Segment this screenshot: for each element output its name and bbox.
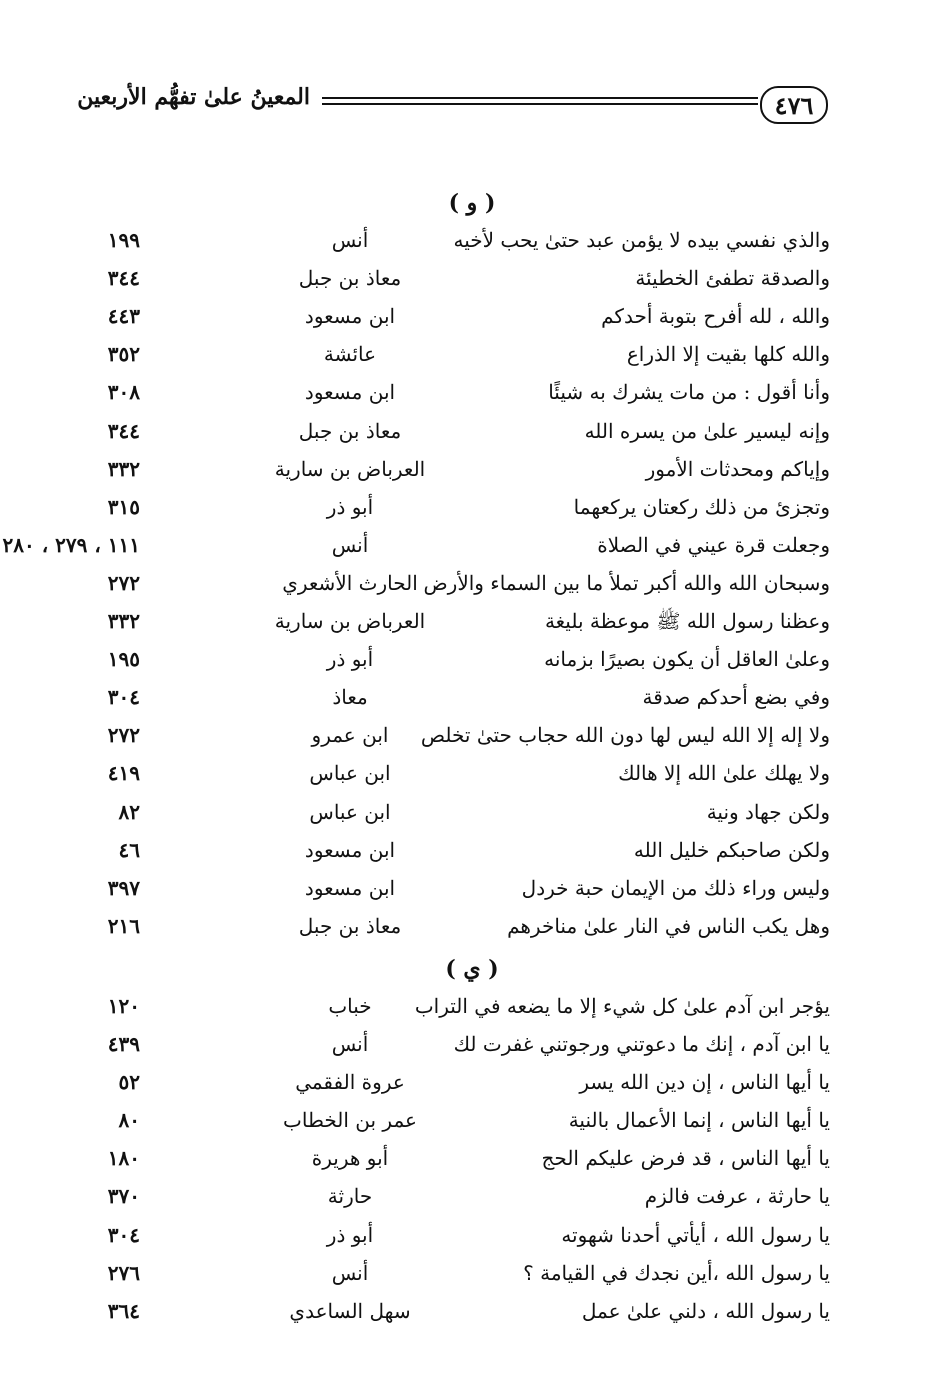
- narrator-name: ابن عباس: [309, 799, 391, 824]
- hadith-text: يؤجر ابن آدم علىٰ كل شيء إلا ما يضعه في التراب: [414, 993, 830, 1018]
- index-row: [0, 224, 944, 262]
- hadith-text: وأنا أقول : من مات يشرك به شيئًا: [548, 380, 830, 405]
- narrator-name: معاذ بن جبل: [298, 418, 402, 443]
- index-row: [0, 491, 944, 529]
- index-row: [0, 990, 944, 1028]
- index-row: [0, 1028, 944, 1066]
- index-row: [0, 376, 944, 414]
- narrator-name: أنس: [331, 228, 369, 252]
- narrator-name: ابن عباس: [309, 761, 391, 786]
- index-row: [0, 300, 944, 338]
- narrator-name: ابن عمرو: [311, 723, 389, 748]
- hadith-text: والله كلها بقيت إلا الذراع: [626, 342, 830, 367]
- page-reference: ٣٠٤: [107, 1222, 140, 1247]
- narrator-name: خباب: [328, 993, 372, 1018]
- narrator-name: أنس: [331, 1032, 369, 1056]
- hadith-text: يا رسول الله ، دلني علىٰ عمل: [581, 1298, 830, 1323]
- hadith-text: وفي بضع أحدكم صدقة: [642, 685, 830, 710]
- narrator-name: معاذ بن جبل: [298, 266, 402, 291]
- page-reference: ٣٥٢: [107, 342, 140, 367]
- hadith-text: ولا إله إلا الله ليس لها دون الله حجاب حتىٰ تخلص: [420, 723, 830, 748]
- page-reference: ٣٧٠: [107, 1184, 140, 1209]
- index-row: [0, 1066, 944, 1104]
- page-reference: ٣٠٨: [107, 380, 140, 405]
- index-row: [0, 1257, 944, 1295]
- page-reference: ٤٦: [118, 837, 140, 862]
- index-row: [0, 453, 944, 491]
- page-reference: ٤٤٣: [107, 304, 140, 329]
- hadith-text: وإياكم ومحدثات الأمور: [645, 456, 830, 481]
- page-reference: ٤٣٩: [107, 1032, 140, 1056]
- narrator-name: ابن مسعود: [304, 837, 396, 862]
- narrator-name: العرباض بن سارية: [274, 609, 426, 633]
- hadith-text: وهل يكب الناس في النار علىٰ مناخرهم: [507, 913, 830, 938]
- index-row: [0, 1295, 944, 1333]
- page-reference: ١٨٠: [107, 1146, 140, 1171]
- index-row: [0, 796, 944, 834]
- narrator-name: سهل الساعدي: [289, 1298, 411, 1323]
- narrator-name: أبو ذر: [326, 647, 374, 672]
- narrator-name: أنس: [331, 1260, 369, 1285]
- index-row: [0, 872, 944, 910]
- narrator-name: ابن مسعود: [304, 304, 396, 329]
- index-row: [0, 529, 944, 567]
- page-reference: ٢١٦: [107, 913, 140, 938]
- running-title: المعينُ علىٰ تفهُّم الأربعين: [77, 84, 310, 110]
- hadith-text: يا حارثة ، عرفت فالزم: [644, 1184, 830, 1209]
- narrator-name: معاذ بن جبل: [298, 913, 402, 938]
- page-reference: ١٢٠: [107, 993, 140, 1018]
- hadith-text: وليس وراء ذلك من الإيمان حبة خردل: [521, 875, 830, 900]
- header-rule: [322, 97, 758, 99]
- hadith-text: يا أيها الناس ، قد فرض عليكم الحج: [541, 1146, 830, 1171]
- page-reference: ٣٠٤: [107, 685, 140, 710]
- page-reference: ٣٤٤: [107, 266, 140, 291]
- page-reference: ٢٧٢: [107, 570, 140, 595]
- hadith-text: وعظنا رسول الله ﷺ موعظة بليغة: [544, 609, 830, 633]
- page-reference: ٣٤٤: [107, 418, 140, 443]
- hadith-text: يا رسول الله ،أين نجدك في القيامة ؟: [523, 1260, 830, 1285]
- index-row: [0, 1142, 944, 1180]
- narrator-name: أبو ذر: [326, 1222, 374, 1247]
- narrator-name: معاذ: [332, 685, 368, 710]
- hadith-text: يا ابن آدم ، إنك ما دعوتني ورجوتني غفرت لك: [453, 1032, 830, 1056]
- page-reference: ٢٧٦: [107, 1260, 140, 1285]
- index-row: [0, 262, 944, 300]
- page-reference: ٤١٩: [107, 761, 140, 786]
- hadith-text: وإنه ليسير علىٰ من يسره الله: [584, 418, 830, 443]
- page-reference: ٣١٥: [107, 494, 140, 519]
- index-row: [0, 1219, 944, 1257]
- index-row: [0, 910, 944, 948]
- hadith-text: وسبحان الله والله أكبر تملأ ما بين السماء والأرض: [423, 570, 830, 595]
- index-row: [0, 415, 944, 453]
- narrator-name: ابن مسعود: [304, 380, 396, 405]
- index-row: [0, 757, 944, 795]
- hadith-text: وتجزئ من ذلك ركعتان يركعهما: [573, 494, 830, 519]
- narrator-name: أبو هريرة: [311, 1146, 389, 1171]
- section-heading: ( ي ): [445, 955, 499, 982]
- index-row: [0, 681, 944, 719]
- page-reference: ٥٢: [118, 1070, 140, 1095]
- hadith-text: يا أيها الناس ، إن دين الله يسر: [579, 1070, 830, 1095]
- narrator-name: عروة الفقمي: [295, 1070, 405, 1095]
- hadith-text: والله ، لله أفرح بتوبة أحدكم: [601, 304, 830, 329]
- narrator-name: عائشة: [323, 342, 377, 367]
- page-reference: ١٩٥: [107, 647, 140, 672]
- narrator-name: عمر بن الخطاب: [283, 1108, 417, 1133]
- page-header: [0, 80, 944, 130]
- hadith-text: والصدقة تطفئ الخطيئة: [635, 266, 830, 291]
- hadith-text: ولا يهلك علىٰ الله إلا هالك: [618, 761, 830, 786]
- header-rule: [322, 103, 758, 105]
- narrator-name: العرباض بن سارية: [274, 456, 426, 481]
- hadith-text: وجعلت قرة عيني في الصلاة: [597, 532, 830, 557]
- narrator-name: حارثة: [327, 1184, 373, 1209]
- section-heading: ( و ): [448, 190, 496, 216]
- hadith-text: ولكن جهاد ونية: [706, 799, 830, 824]
- index-row: [0, 834, 944, 872]
- page-reference: ٣٣٢: [107, 609, 140, 633]
- narrator-name: أبو ذر: [326, 494, 374, 519]
- index-row: [0, 719, 944, 757]
- hadith-text: ولكن صاحبكم خليل الله: [633, 837, 830, 862]
- index-row: [0, 605, 944, 643]
- hadith-text: والذي نفسي بيده لا يؤمن عبد حتىٰ يحب لأخيه: [453, 228, 830, 252]
- page-number: ٤٧٦: [760, 86, 828, 124]
- page-reference: ٣٩٧: [107, 875, 140, 900]
- index-row: [0, 643, 944, 681]
- index-row: [0, 1104, 944, 1142]
- index-row: [0, 338, 944, 376]
- narrator-name: أنس: [331, 532, 369, 557]
- page-reference: ٣٣٢: [107, 456, 140, 481]
- hadith-text: يا أيها الناس ، إنما الأعمال بالنية: [568, 1108, 830, 1133]
- narrator-name: الحارث الأشعري: [282, 570, 418, 595]
- narrator-name: ابن مسعود: [304, 875, 396, 900]
- index-row: [0, 1180, 944, 1218]
- page-reference: ٣٦٤: [107, 1298, 140, 1323]
- index-row: [0, 567, 944, 605]
- page-reference: ١١١ ، ٢٧٩ ، ٢٨٠: [2, 532, 140, 557]
- page-reference: ٨٢: [118, 799, 140, 824]
- page-reference: ٢٧٢: [107, 723, 140, 748]
- hadith-text: يا رسول الله ، أيأتي أحدنا شهوته: [561, 1222, 830, 1247]
- hadith-text: وعلىٰ العاقل أن يكون بصيرًا بزمانه: [544, 647, 830, 672]
- page-reference: ٨٠: [118, 1108, 140, 1133]
- page-reference: ١٩٩: [107, 228, 140, 252]
